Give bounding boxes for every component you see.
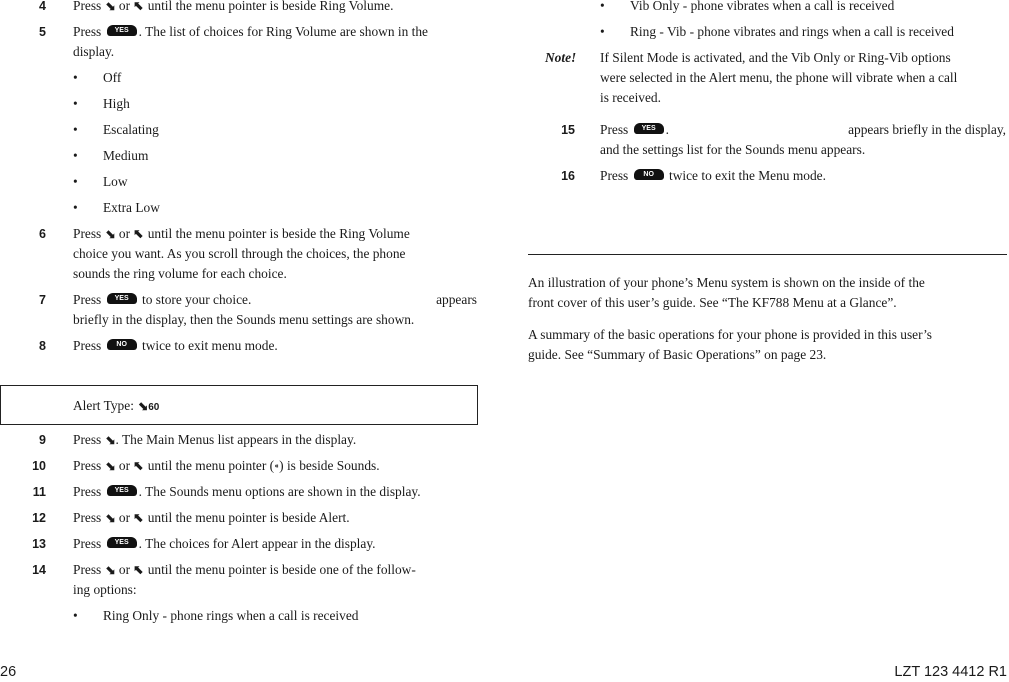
down-arrow-icon: ⬊ [104,0,116,14]
up-arrow-icon: ⬉ [133,459,145,474]
yes-key-icon: YES [634,123,664,134]
paragraph-text: An illustration of your phone’s Menu system is shown on the inside of the [528,275,925,290]
no-key-icon: NO [107,339,137,350]
up-arrow-icon: ⬉ [133,511,145,526]
step-7-text-cont: briefly in the display, then the Sounds menu settings are shown. [73,312,415,327]
step-number: 9 [39,433,46,447]
step-12-text: Press ⬊ or ⬉ until the menu pointer is beside Alert. [73,510,350,526]
step-15-text: Press YES . appears briefly in the display, [600,122,1006,137]
display-box [0,385,478,425]
step-13-text: Press YES . The choices for Alert appear in the display. [73,536,376,551]
list-item: • High [73,96,130,111]
step-5-text: Press YES . The list of choices for Ring Volume are shown in the [73,24,428,39]
step-16-text: Press NO twice to exit the Menu mode. [600,168,826,183]
step-number: 16 [561,169,575,183]
paragraph-text: A summary of the basic operations for your phone is provided in this user’s [528,327,933,342]
section-divider [528,254,1007,255]
list-item: • Vib Only - phone vibrates when a call is received [600,0,895,13]
step-4-text: Press ⬊ or ⬉ until the menu pointer is beside Ring Volume. [73,0,394,14]
step-number: 5 [39,25,46,39]
note-text: If Silent Mode is activated, and the Vib Only or Ring-Vib options [600,50,951,65]
page-number: 26 [0,664,17,680]
step-6-text: Press ⬊ or ⬉ until the menu pointer is beside the Ring Volume [73,226,410,242]
step-7-text: Press YES to store your choice. appears [73,292,477,307]
list-item: • Off [73,70,122,85]
down-arrow-icon: ⬊ [104,433,116,448]
step-number: 11 [32,485,46,499]
yes-key-icon: YES [107,485,137,496]
list-item: • Ring Only - phone rings when a call is received [73,608,359,623]
step-14-text: Press ⬊ or ⬉ until the menu pointer is beside one of the follow- [73,562,416,578]
step-number: 13 [32,537,46,551]
step-number: 14 [32,563,46,577]
down-arrow-icon: ⬊ [104,511,116,526]
step-9-text: Press ⬊. The Main Menus list appears in the display. [73,432,357,448]
paragraph-text: front cover of this user’s guide. See “The KF788 Menu at a Glance”. [528,295,897,310]
note-text: is received. [600,90,661,105]
list-item: • Escalating [73,122,159,137]
note-label: Note! [545,50,577,65]
step-6-text-cont: choice you want. As you scroll through the choices, the phone [73,246,406,261]
list-item: • Ring - Vib - phone vibrates and rings when a call is received [600,24,954,39]
list-item: • Medium [73,148,149,163]
step-14-text-cont: ing options: [73,582,137,597]
step-5-text-cont: display. [73,44,115,59]
paragraph-text: guide. See “Summary of Basic Operations” on page 23. [528,347,827,362]
list-item: • Extra Low [73,200,160,215]
step-6-text-cont: sounds the ring volume for each choice. [73,266,287,281]
down-arrow-icon: ⬊ [104,227,116,242]
display-text: Alert Type: ⬊60 [73,398,160,414]
yes-key-icon: YES [107,25,137,36]
step-number: 8 [39,339,46,353]
down-arrow-icon: ⬊ [104,563,116,578]
step-number: 6 [39,227,46,241]
menu-pointer-icon: ⁌ [274,462,280,473]
note-text: were selected in the Alert menu, the phone will vibrate when a call [600,70,958,85]
yes-key-icon: YES [107,537,137,548]
step-number: 12 [32,511,46,525]
step-15-text-cont: and the settings list for the Sounds menu appears. [600,142,866,157]
step-number: 10 [32,459,46,473]
step-number: 15 [561,123,575,137]
down-arrow-icon: ⬊ [137,399,149,414]
step-11-text: Press YES . The Sounds menu options are shown in the display. [73,484,421,499]
step-number: 4 [39,0,46,13]
step-10-text: Press ⬊ or ⬉ until the menu pointer (⁌) is beside Sounds. [73,458,380,474]
step-8-text: Press NO twice to exit menu mode. [73,338,278,353]
list-item: • Low [73,174,128,189]
up-arrow-icon: ⬉ [133,563,145,578]
up-arrow-icon: ⬉ [133,227,145,242]
no-key-icon: NO [634,169,664,180]
up-arrow-icon: ⬉ [133,0,145,14]
document-code: LZT 123 4412 R1 [894,664,1007,680]
step-number: 7 [39,293,46,307]
down-arrow-icon: ⬊ [104,459,116,474]
yes-key-icon: YES [107,293,137,304]
